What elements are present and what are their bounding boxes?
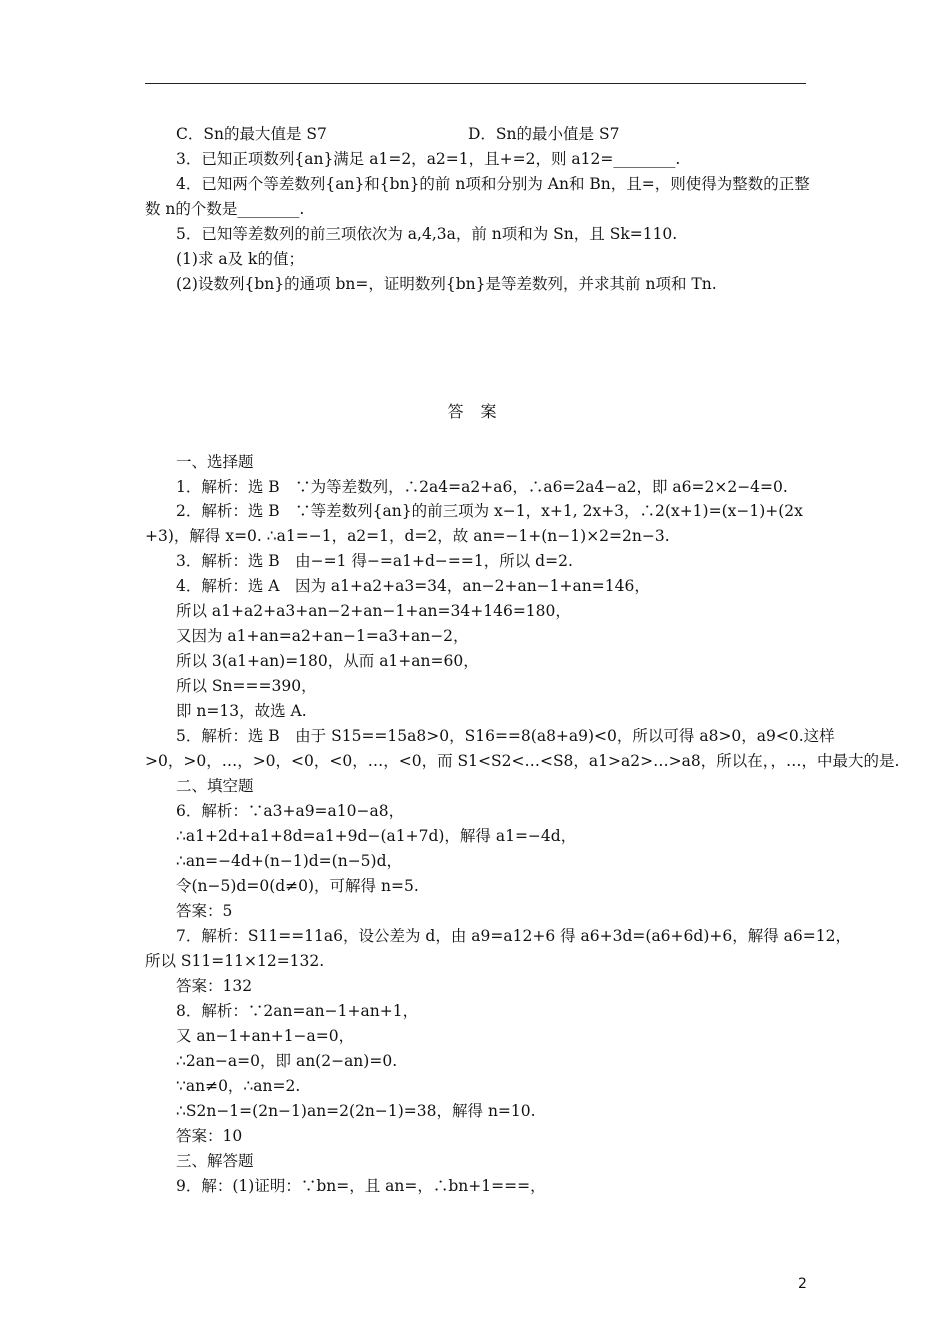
answer-7-line-2: 所以 S11=11×12=132. <box>145 952 325 970</box>
answer-6-line-4: 令(n−5)d=0(d≠0)，可解得 n=5. <box>176 877 419 895</box>
answer-5-line-2: >0，>0，…，>0，<0，<0，…，<0，而 S1<S2<…<S8，a1>a2>…>a8，所以在，，…，中最大的是. <box>145 752 900 770</box>
section-heading: 一、选择题 <box>176 453 254 471</box>
answer-8-line-1: 8．解析：∵2an=an−1+an+1， <box>176 1002 419 1020</box>
question-5-part-1: (1)求 a及 k的值； <box>176 250 304 268</box>
question-4-line-1: 4．已知两个等差数列{an}和{bn}的前 n项和分别为 An和 Bn，且=，则使得为整数的正整 <box>176 175 810 193</box>
answer-8-line-3: ∴2an−a=0，即 an(2−an)=0. <box>176 1052 398 1070</box>
section-heading: 二、填空题 <box>176 777 254 795</box>
answer-2-line-1: 2．解析：选 B ∵等差数列{an}的前三项为 x−1，x+1, 2x+3，∴2(x+1)=(x−1)+(2x <box>176 502 803 520</box>
answer-4-line-6: 即 n=13，故选 A. <box>176 702 307 720</box>
answer-8-line-2: 又 an−1+an+1−a=0， <box>176 1027 355 1045</box>
answer-1: 1．解析：选 B ∵为等差数列，∴2a4=a2+a6，∴a6=2a4−a2，即 a6=2×2−4=0. <box>176 478 788 496</box>
answer-6-line-1: 6．解析：∵a3+a9=a10−a8， <box>176 802 405 820</box>
page-number: 2 <box>798 1276 807 1292</box>
answer-4-line-3: 又因为 a1+an=a2+an−1=a3+an−2， <box>176 627 469 645</box>
answer-6-result: 答案：5 <box>176 902 233 920</box>
answer-4-line-2: 所以 a1+a2+a3+an−2+an−1+an=34+146=180， <box>176 602 571 620</box>
question-4-line-2: 数 n的个数是________. <box>145 200 305 218</box>
answer-7-result: 答案：132 <box>176 977 253 995</box>
answer-8-line-4: ∵an≠0，∴an=2. <box>176 1077 301 1095</box>
header-rule <box>145 83 806 84</box>
answer-4-line-1: 4．解析：选 A 因为 a1+a2+a3=34，an−2+an−1+an=146， <box>176 577 650 595</box>
answer-2-line-2: +3)，解得 x=0. ∴a1=−1，a2=1，d=2，故 an=−1+(n−1)×2=2n−3. <box>145 527 670 545</box>
question-3: 3．已知正项数列{an}满足 a1=2，a2=1，且+=2，则 a12=________. <box>176 150 681 168</box>
answer-8-result: 答案：10 <box>176 1127 243 1145</box>
option-c: C．Sn的最大值是 S7 <box>176 125 327 143</box>
answer-9-line-1: 9．解：(1)证明：∵bn=，且 an=，∴bn+1===， <box>176 1177 546 1195</box>
answer-8-line-5: ∴S2n−1=(2n−1)an=2(2n−1)=38，解得 n=10. <box>176 1102 536 1120</box>
question-5-part-2: (2)设数列{bn}的通项 bn=，证明数列{bn}是等差数列，并求其前 n项和 Tn. <box>176 275 717 293</box>
answer-3: 3．解析：选 B 由−=1 得−=a1+d−==1，所以 d=2. <box>176 552 573 570</box>
answer-6-line-3: ∴an=−4d+(n−1)d=(n−5)d， <box>176 852 403 870</box>
answer-4-line-4: 所以 3(a1+an)=180，从而 a1+an=60， <box>176 652 479 670</box>
answer-5-line-1: 5．解析：选 B 由于 S15==15a8>0，S16==8(a8+a9)<0，所以可得 a8>0，a9<0.这样 <box>176 727 835 745</box>
question-5: 5．已知等差数列的前三项依次为 a,4,3a，前 n项和为 Sn，且 Sk=110. <box>176 225 678 243</box>
section-heading: 三、解答题 <box>176 1152 254 1170</box>
answers-title: 答 案 <box>447 402 503 421</box>
answer-4-line-5: 所以 Sn===390， <box>176 677 317 695</box>
answer-6-line-2: ∴a1+2d+a1+8d=a1+9d−(a1+7d)，解得 a1=−4d， <box>176 827 577 845</box>
option-d: D．Sn的最小值是 S7 <box>468 125 620 143</box>
answer-7-line-1: 7．解析：S11==11a6，设公差为 d，由 a9=a12+6 得 a6+3d=(a6+6d)+6，解得 a6=12， <box>176 927 851 945</box>
